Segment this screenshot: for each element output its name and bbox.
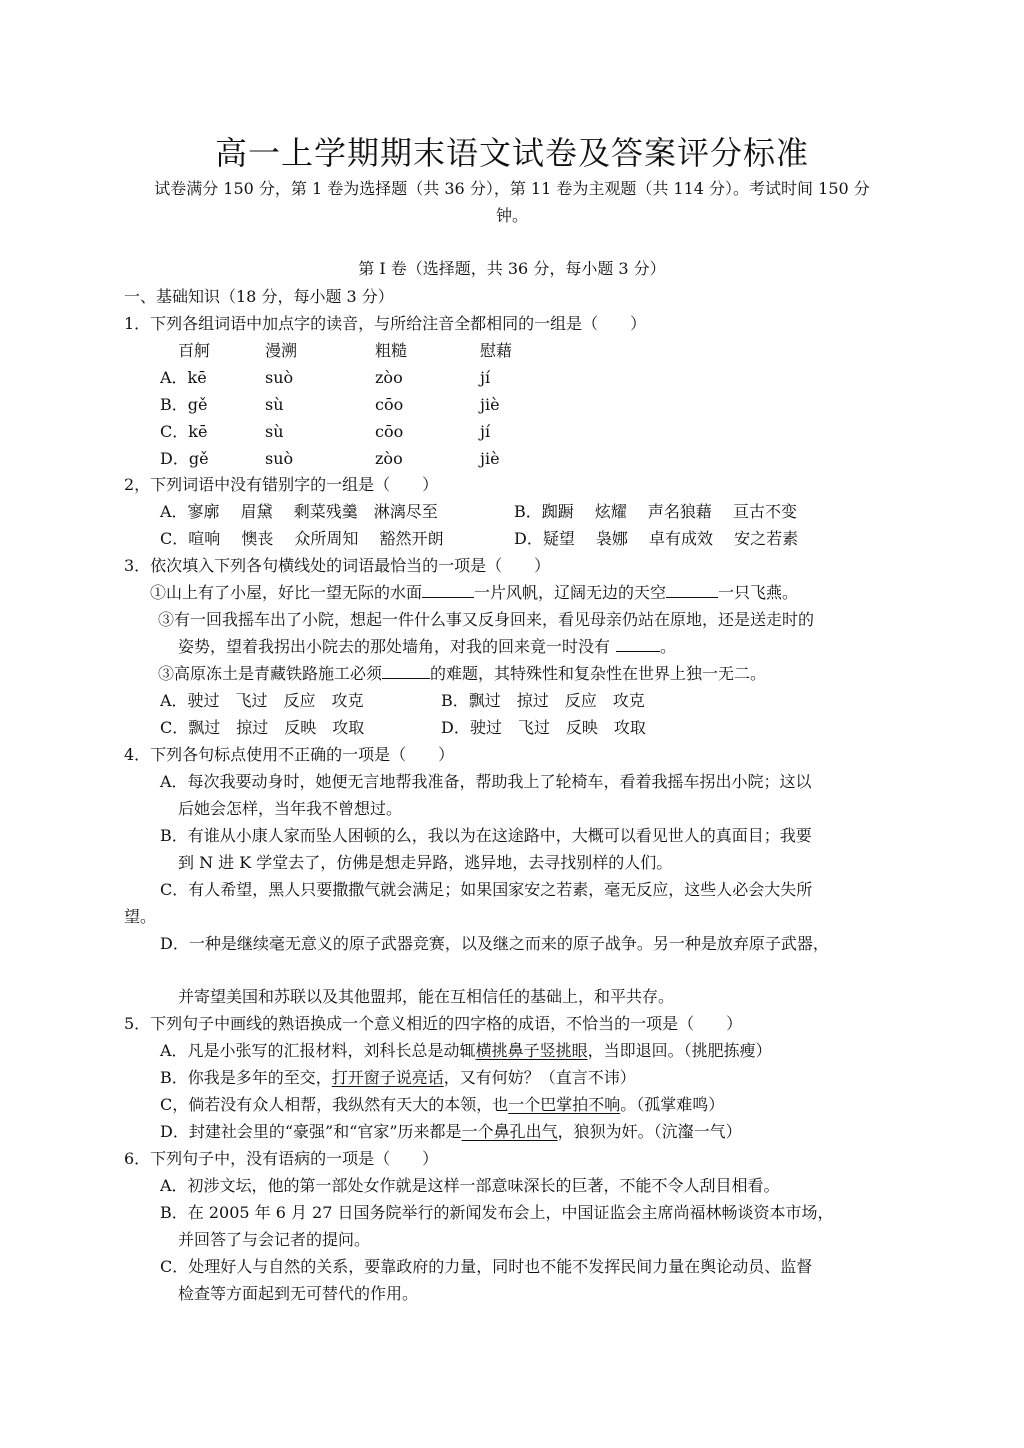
part1-heading: 第 I 卷（选择题，共 36 分，每小题 3 分） [358,259,666,278]
q2-option-d: D．疑望 袅娜 卓有成效 安之若素 [514,529,799,548]
q1-option-b-2: sù [265,395,284,414]
q5-d-text: D．封建社会里的“豪强”和“官家”历来都是 [160,1122,462,1141]
q3-s2-part-b: 。 [660,637,677,656]
q1-option-c-2: sù [265,422,284,441]
q3-sentence-3 [158,663,766,685]
q4-option-d-line-1: D．一种是继续毫无意义的原子武器竞赛，以及继之而来的原子战争。另一种是放弃原子武器， [160,934,829,953]
q3-blank-3 [616,637,660,652]
q5-b-suffix: ，又有何妨？（直言不讳） [443,1068,636,1087]
q3-s3-part-b: 的难题，其特殊性和复杂性在世界上独一无二。 [430,664,767,683]
q4-stem: 4．下列各句标点使用不正确的一项是（ ） [124,745,455,764]
q5-d-suffix: ，狼狈为奸。（沆瀣一气） [557,1122,742,1141]
q5-a-underlined: 横挑鼻子竖挑眼 [475,1041,588,1060]
q3-sentence-2-line-2 [178,636,676,658]
q5-stem: 5．下列句子中画线的熟语换成一个意义相近的四字格的成语，不恰当的一项是（ ） [124,1014,743,1033]
q5-option-d [160,1121,742,1143]
q5-b-underlined: 打开窗子说亮话 [331,1068,444,1087]
q1-option-c-3: cōo [375,422,404,441]
q3-s3-part-a: ③高原冻土是青藏铁路施工必须 [158,664,383,683]
q5-c-suffix: 。（孤掌难鸣） [620,1095,725,1114]
q1-option-a-3: zòo [375,368,403,387]
q5-a-suffix: ，当即退回。（挑肥拣瘦） [587,1041,772,1060]
q2-option-b: B．踟蹰 炫耀 声名狼藉 亘古不变 [514,502,798,521]
q5-d-underlined: 一个鼻孔出气 [461,1122,558,1141]
section1-heading: 一、基础知识（18 分，每小题 3 分） [124,287,394,306]
q6-option-c-line-1: C．处理好人与自然的关系，要靠政府的力量，同时也不能不发挥民间力量在舆论动员、监督 [160,1257,813,1276]
q3-stem: 3．依次填入下列各句横线处的词语最恰当的一项是（ ） [124,556,551,575]
intro-line-1: 试卷满分 150 分，第 1 卷为选择题（共 36 分），第 11 卷为主观题（共 114 分）。考试时间 150 分 [154,179,870,198]
q5-option-a [160,1040,772,1062]
q3-s1-part-b: 一片风帆，辽阔无边的天空 [474,583,667,602]
q1-option-a-4: jí [480,368,491,387]
q2-option-c: C．喧响 懊丧 众所周知 豁然开朗 [160,529,444,548]
q1-word-1: 百舸 [178,341,211,360]
q1-option-a: A．kē [160,368,207,387]
q4-option-b-line-2: 到 N 进 K 学堂去了，仿佛是想走异路，逃异地，去寻找别样的人们。 [178,853,673,872]
q3-sentence-2-line-1: ③有一回我摇车出了小院，想起一件什么事又反身回来，看见母亲仍站在原地，还是送走时的 [158,610,815,629]
q1-option-b: B．gě [160,395,208,414]
q4-option-b-line-1: B．有谁从小康人家而坠人困顿的么，我以为在这途路中，大概可以看见世人的真面目；我要 [160,826,812,845]
q1-option-b-3: cōo [375,395,404,414]
page-title: 高一上学期期末语文试卷及答案评分标准 [214,134,809,172]
q6-option-c-line-2: 检查等方面起到无可替代的作用。 [178,1284,419,1303]
q1-option-d-4: jiè [480,449,500,468]
q2-option-a: A．寥廓 眉黛 剩菜残羹 淋漓尽至 [160,502,438,521]
q4-option-a-line-2: 后她会怎样，当年我不曾想过。 [178,799,403,818]
q6-stem: 6．下列句子中，没有语病的一项是（ ） [124,1149,439,1168]
q5-option-c [160,1094,724,1116]
q1-option-a-2: suò [265,368,294,387]
q6-option-b-line-1: B．在 2005 年 6 月 27 日国务院举行的新闻发布会上，中国证监会主席尚福林畅谈资本市场， [160,1203,834,1222]
q3-sentence-1 [150,582,798,604]
q5-c-text: C，倘若没有众人相帮，我纵然有天大的本领，也 [160,1095,509,1114]
q3-blank-4 [382,664,430,679]
q3-s1-part-c: 一只飞燕。 [718,583,799,602]
q1-option-c: C．kē [160,422,208,441]
q4-option-a-line-1: A．每次我要动身时，她便无言地帮我准备，帮助我上了轮椅车，看着我摇车拐出小院；这以 [160,772,812,791]
q3-blank-2 [666,583,718,598]
q3-s2-part-a: 姿势，望着我拐出小院去的那处墙角，对我的回来竟一时没有 [178,637,611,656]
q1-option-d-2: suò [265,449,294,468]
q1-stem: 1．下列各组词语中加点字的读音，与所给注音全都相同的一组是（ ） [124,314,647,333]
q5-option-b [160,1067,636,1089]
q1-word-4: 慰藉 [480,341,513,360]
q3-s1-part-a: ①山上有了小屋，好比一望无际的水面 [150,583,423,602]
q1-word-3: 粗糙 [375,341,408,360]
q4-option-d-line-2: 并寄望美国和苏联以及其他盟邦，能在互相信任的基础上，和平共存。 [178,987,675,1006]
q6-option-b-line-2: 并回答了与会记者的提问。 [178,1230,371,1249]
q4-option-c-line-1: C．有人希望，黑人只要撒撒气就会满足；如果国家安之若素，毫无反应，这些人必会大失所 [160,880,813,899]
q3-option-b: B．飘过 掠过 反应 攻克 [441,691,645,710]
q6-option-a: A．初涉文坛，他的第一部处女作就是这样一部意味深长的巨著，不能不令人刮目相看。 [160,1176,780,1195]
q1-option-d-3: zòo [375,449,403,468]
q3-blank-1 [422,583,474,598]
q5-b-text: B．你我是多年的至交， [160,1068,332,1087]
q3-option-a: A．驶过 飞过 反应 攻克 [160,691,364,710]
q3-option-d: D．驶过 飞过 反映 攻取 [441,718,646,737]
intro-line-2: 钟。 [495,206,528,225]
q1-word-2: 漫溯 [265,341,298,360]
q2-stem: 2，下列词语中没有错别字的一组是（ ） [124,475,439,494]
q5-c-underlined: 一个巴掌拍不响 [508,1095,621,1114]
q1-option-b-4: jiè [480,395,500,414]
q1-option-c-4: jí [480,422,491,441]
q5-a-text: A．凡是小张写的汇报材料，刘科长总是动辄 [160,1041,476,1060]
q1-option-d: D．gě [160,449,209,468]
q4-option-c-line-2: 望。 [124,907,157,926]
q3-option-c: C．飘过 掠过 反映 攻取 [160,718,365,737]
